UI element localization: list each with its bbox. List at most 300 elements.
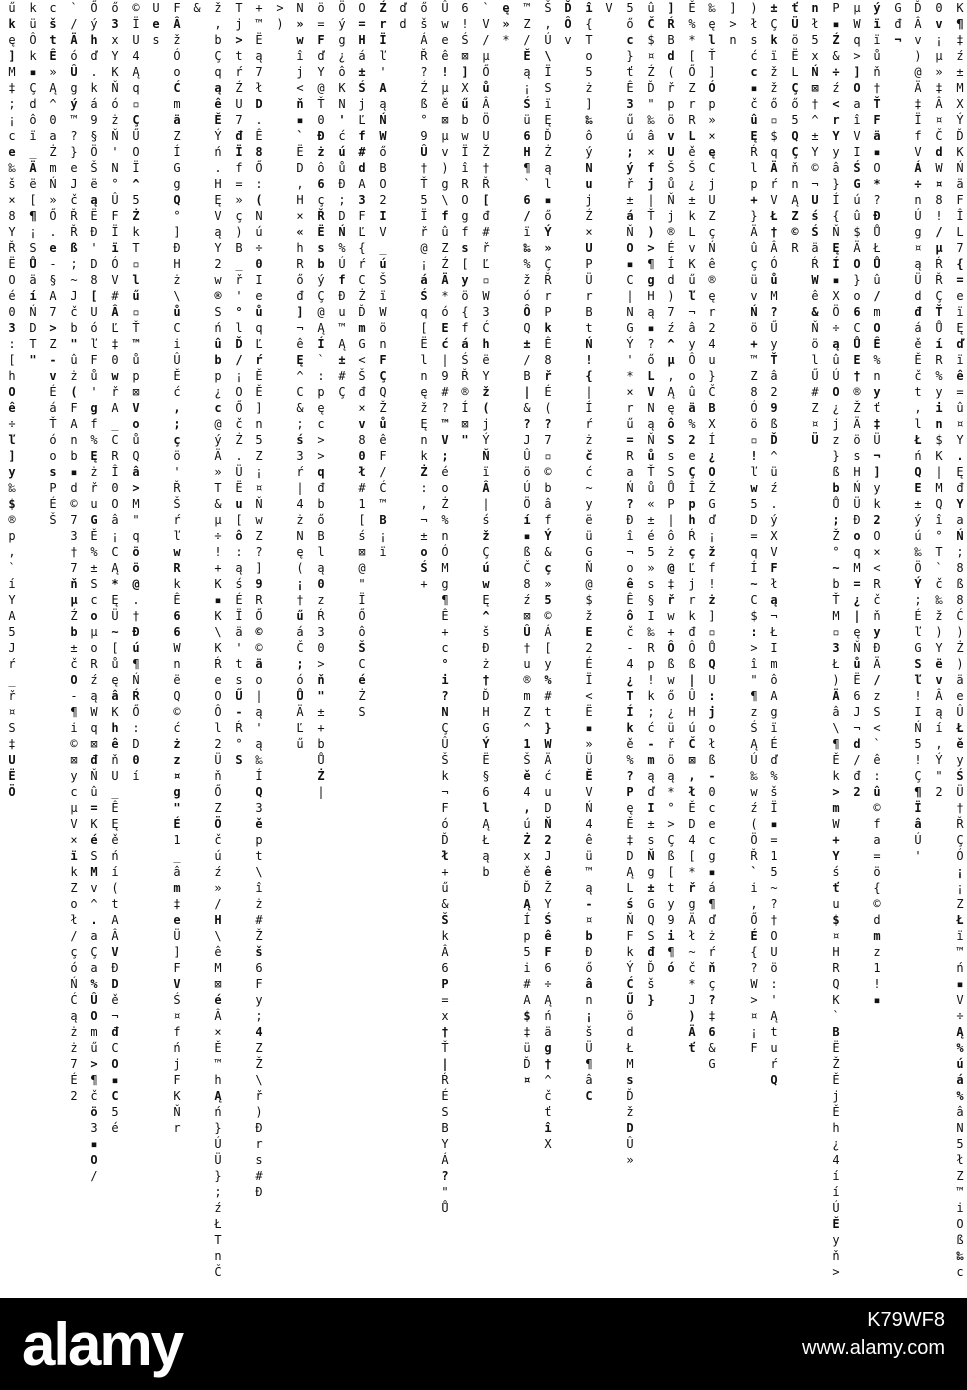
glyph: Ç xyxy=(317,289,325,303)
glyph: ^ xyxy=(132,177,140,191)
glyph: č xyxy=(70,193,78,207)
glyph: T xyxy=(235,1,243,15)
glyph: L xyxy=(647,369,655,383)
glyph: } xyxy=(544,721,552,735)
glyph: h xyxy=(8,369,16,383)
glyph-column xyxy=(581,0,597,1104)
glyph: q xyxy=(214,65,222,79)
glyph: » xyxy=(49,193,57,207)
glyph: Â xyxy=(214,1009,222,1023)
glyph: Ś xyxy=(853,161,861,175)
glyph: . xyxy=(90,65,98,79)
glyph: ' xyxy=(338,113,346,127)
glyph: ż xyxy=(296,513,304,527)
glyph: k xyxy=(647,689,655,703)
glyph: G xyxy=(647,897,655,911)
glyph: T xyxy=(935,545,943,559)
glyph: c xyxy=(90,593,98,607)
glyph: O xyxy=(873,529,881,543)
glyph: b xyxy=(544,481,552,495)
glyph: R xyxy=(873,577,881,591)
glyph: V xyxy=(853,129,861,143)
glyph: [ xyxy=(667,865,675,879)
glyph: w xyxy=(214,273,222,287)
glyph: 8 xyxy=(8,209,16,223)
glyph: 2 xyxy=(688,433,696,447)
glyph: † xyxy=(441,1025,449,1039)
glyph: U xyxy=(811,193,819,207)
glyph: ą xyxy=(832,337,840,351)
glyph: @ xyxy=(317,81,325,95)
glyph: ] xyxy=(173,945,181,959)
glyph: Ê xyxy=(544,337,552,351)
glyph: t xyxy=(235,657,243,671)
glyph: % xyxy=(935,369,943,383)
glyph: ó xyxy=(296,673,304,687)
glyph: e xyxy=(956,689,964,703)
glyph: / xyxy=(214,897,222,911)
glyph: Ó xyxy=(111,257,119,271)
glyph: k xyxy=(688,209,696,223)
glyph-column xyxy=(498,0,514,48)
glyph: s xyxy=(750,33,758,47)
glyph: 8 xyxy=(90,273,98,287)
glyph: Ô xyxy=(523,305,531,319)
glyph: 1 xyxy=(770,849,778,863)
glyph: + xyxy=(420,577,428,591)
glyph: Ň xyxy=(111,129,119,143)
glyph: Ň xyxy=(90,769,98,783)
glyph: % xyxy=(688,17,696,31)
glyph: B xyxy=(708,401,716,415)
glyph: Ż xyxy=(441,497,449,511)
glyph: É xyxy=(173,817,181,831)
glyph: . xyxy=(214,161,222,175)
glyph: 2 xyxy=(214,257,222,271)
glyph: ď xyxy=(708,913,716,927)
glyph: | xyxy=(441,1057,449,1071)
glyph: Ê xyxy=(255,129,263,143)
glyph: ' xyxy=(255,721,263,735)
glyph: ô xyxy=(770,673,778,687)
glyph: ť xyxy=(688,1041,696,1055)
glyph: O xyxy=(770,929,778,943)
glyph: 2 xyxy=(873,513,881,527)
glyph: q xyxy=(90,721,98,735)
glyph: Š xyxy=(358,641,366,655)
glyph: É xyxy=(667,241,675,255)
glyph: ® xyxy=(461,385,469,399)
glyph: É xyxy=(49,385,57,399)
glyph: ů xyxy=(482,81,490,95)
glyph: k xyxy=(832,769,840,783)
glyph: l xyxy=(132,273,140,287)
glyph: ź xyxy=(956,49,964,63)
glyph: _ xyxy=(29,145,37,159)
glyph: Ď xyxy=(956,129,964,143)
glyph: ň xyxy=(111,753,119,767)
glyph: R xyxy=(461,177,469,191)
glyph: Ż xyxy=(317,769,325,783)
glyph: 3 xyxy=(8,321,16,335)
glyph: Ő xyxy=(49,209,57,223)
glyph: % xyxy=(688,417,696,431)
glyph: = xyxy=(626,433,634,447)
glyph: ä xyxy=(956,177,964,191)
glyph: n xyxy=(420,433,428,447)
glyph: " xyxy=(317,689,325,703)
glyph: , xyxy=(667,369,675,383)
glyph: Í xyxy=(708,433,716,447)
glyph: â xyxy=(688,321,696,335)
glyph: ź xyxy=(667,321,675,335)
glyph: v xyxy=(935,17,943,31)
glyph: . xyxy=(132,593,140,607)
glyph: i xyxy=(750,881,758,895)
glyph: g xyxy=(544,1041,552,1055)
glyph: " xyxy=(132,513,140,527)
glyph: j xyxy=(358,97,366,111)
glyph: Ř xyxy=(317,209,325,223)
glyph-column xyxy=(910,0,926,864)
glyph: r xyxy=(626,401,634,415)
glyph: { xyxy=(956,257,964,271)
glyph: ! xyxy=(914,689,922,703)
glyph: Î xyxy=(688,481,696,495)
glyph: ą xyxy=(647,305,655,319)
glyph: ć xyxy=(750,49,758,63)
glyph: ô xyxy=(235,529,243,543)
glyph: 3 xyxy=(358,193,366,207)
glyph: } xyxy=(832,449,840,463)
glyph: ‡ xyxy=(956,33,964,47)
glyph: ⊠ xyxy=(70,753,78,767)
glyph: ň xyxy=(791,161,799,175)
glyph: h xyxy=(832,1121,840,1135)
glyph: 5 xyxy=(770,865,778,879)
glyph: $ xyxy=(647,33,655,47)
glyph: Â xyxy=(173,17,181,31)
glyph-column xyxy=(828,0,844,1280)
glyph: Ž xyxy=(255,929,263,943)
glyph: # xyxy=(358,481,366,495)
glyph: Ń xyxy=(811,65,819,79)
glyph: = xyxy=(750,529,758,543)
glyph: ô xyxy=(29,113,37,127)
glyph: f xyxy=(441,209,449,223)
glyph: O xyxy=(873,161,881,175)
glyph: ▪ xyxy=(29,65,37,79)
glyph: Ď xyxy=(523,1057,531,1071)
glyph: ô xyxy=(317,161,325,175)
glyph: . xyxy=(235,449,243,463)
glyph: , xyxy=(420,497,428,511)
glyph: ö xyxy=(811,337,819,351)
glyph: » xyxy=(626,1153,634,1167)
glyph: V xyxy=(214,209,222,223)
glyph: N xyxy=(647,401,655,415)
glyph: A xyxy=(111,913,119,927)
glyph: ç xyxy=(708,977,716,991)
glyph: T xyxy=(132,241,140,255)
glyph: | xyxy=(317,785,325,799)
glyph: U xyxy=(132,33,140,47)
glyph: ⊠ xyxy=(214,977,222,991)
glyph: y xyxy=(770,337,778,351)
glyph: ▪ xyxy=(750,81,758,95)
glyph: Ł xyxy=(873,241,881,255)
glyph: ç xyxy=(173,433,181,447)
glyph: l xyxy=(420,353,428,367)
glyph: P xyxy=(667,497,675,511)
glyph: = xyxy=(235,177,243,191)
glyph: î xyxy=(935,513,943,527)
glyph: M xyxy=(441,561,449,575)
glyph: | xyxy=(935,465,943,479)
glyph: ű xyxy=(90,1041,98,1055)
glyph: ) xyxy=(276,17,284,31)
glyph: ¤ xyxy=(523,1073,531,1087)
glyph: ! xyxy=(750,449,758,463)
glyph: e xyxy=(956,289,964,303)
glyph: » xyxy=(647,561,655,575)
glyph: Z xyxy=(811,401,819,415)
glyph: Ń xyxy=(49,177,57,191)
glyph: v xyxy=(750,289,758,303)
glyph: A xyxy=(49,289,57,303)
glyph: % xyxy=(770,769,778,783)
glyph: Ř xyxy=(750,849,758,863)
glyph: i xyxy=(441,673,449,687)
glyph: ź xyxy=(770,481,778,495)
glyph: Ů xyxy=(667,481,675,495)
glyph: l xyxy=(914,417,922,431)
glyph: » xyxy=(708,113,716,127)
glyph: ( xyxy=(70,385,78,399)
glyph: ▪ xyxy=(832,273,840,287)
glyph: o xyxy=(441,481,449,495)
glyph: Ú xyxy=(914,833,922,847)
glyph: Đ xyxy=(853,513,861,527)
glyph: Ŕ xyxy=(235,721,243,735)
glyph: } xyxy=(214,1121,222,1135)
glyph: Ü xyxy=(111,609,119,623)
glyph: Á xyxy=(544,625,552,639)
glyph: ¬ xyxy=(111,1009,119,1023)
glyph: > xyxy=(750,993,758,1007)
glyph: ▪ xyxy=(647,321,655,335)
glyph: P xyxy=(585,257,593,271)
glyph: N xyxy=(111,161,119,175)
glyph: } xyxy=(626,49,634,63)
glyph: ő xyxy=(770,97,778,111)
glyph: & xyxy=(811,305,819,319)
glyph: Y xyxy=(956,497,964,511)
glyph: ń xyxy=(214,321,222,335)
glyph: u xyxy=(770,1041,778,1055)
glyph: e xyxy=(70,161,78,175)
glyph: ę xyxy=(667,401,675,415)
glyph: Û xyxy=(441,737,449,751)
glyph: ( xyxy=(111,881,119,895)
glyph: ÷ xyxy=(8,417,16,431)
glyph: v xyxy=(49,369,57,383)
glyph: M xyxy=(8,65,16,79)
glyph: $ xyxy=(770,129,778,143)
glyph: s xyxy=(235,673,243,687)
glyph: d xyxy=(399,17,407,31)
glyph: Ď xyxy=(544,129,552,143)
glyph: Y xyxy=(544,897,552,911)
glyph: ' xyxy=(914,849,922,863)
glyph: ő xyxy=(791,97,799,111)
glyph: ň xyxy=(296,97,304,111)
glyph: F xyxy=(750,1041,758,1055)
glyph: ő xyxy=(667,689,675,703)
glyph: ¬ xyxy=(626,545,634,559)
glyph: Ŕ xyxy=(811,257,819,271)
glyph: m xyxy=(873,305,881,319)
glyph: y xyxy=(8,465,16,479)
glyph: ▫ xyxy=(132,97,140,111)
glyph: ů xyxy=(90,369,98,383)
glyph: ^ xyxy=(90,897,98,911)
glyph: ť xyxy=(544,1105,552,1119)
glyph: n xyxy=(729,33,737,47)
glyph: ć xyxy=(338,129,346,143)
glyph: Y xyxy=(8,593,16,607)
glyph: n xyxy=(214,1249,222,1263)
glyph: ‰ xyxy=(523,241,531,255)
glyph: Ť xyxy=(873,97,881,111)
glyph: Ň xyxy=(626,225,634,239)
glyph: Ń xyxy=(853,481,861,495)
glyph: = xyxy=(358,17,366,31)
glyph: n xyxy=(873,369,881,383)
glyph: Ő xyxy=(255,161,263,175)
glyph: y xyxy=(688,337,696,351)
glyph: n xyxy=(811,1,819,15)
glyph: J xyxy=(523,433,531,447)
glyph: ¡ xyxy=(956,865,964,879)
glyph: Ľ xyxy=(358,113,366,127)
glyph: Ś xyxy=(358,81,366,95)
glyph: ą xyxy=(235,561,243,575)
glyph: ? xyxy=(647,337,655,351)
glyph: ŕ xyxy=(770,177,778,191)
glyph: ] xyxy=(8,449,16,463)
glyph: Ň xyxy=(544,817,552,831)
glyph: n xyxy=(420,369,428,383)
glyph: b xyxy=(317,737,325,751)
glyph: H xyxy=(523,145,531,159)
glyph: ą xyxy=(90,193,98,207)
glyph: ± xyxy=(358,65,366,79)
glyph: > xyxy=(317,433,325,447)
glyph: } xyxy=(853,273,861,287)
glyph: Ď xyxy=(647,81,655,95)
glyph: k xyxy=(688,609,696,623)
glyph: k xyxy=(626,721,634,735)
glyph: 3 xyxy=(317,625,325,639)
glyph: Ô xyxy=(214,705,222,719)
glyph: Ę xyxy=(482,593,490,607)
glyph: Ï xyxy=(585,673,593,687)
glyph: F xyxy=(770,561,778,575)
glyph: Ů xyxy=(29,257,37,271)
glyph: 9 xyxy=(667,913,675,927)
glyph: ß xyxy=(523,545,531,559)
glyph: Ç xyxy=(214,49,222,63)
glyph: Ä xyxy=(750,225,758,239)
glyph: ' xyxy=(173,465,181,479)
glyph: ] xyxy=(461,65,469,79)
glyph: J xyxy=(688,993,696,1007)
glyph: l xyxy=(235,321,243,335)
glyph: R xyxy=(255,593,263,607)
glyph: v xyxy=(358,417,366,431)
glyph: Ń xyxy=(956,161,964,175)
glyph: O xyxy=(235,385,243,399)
glyph: Z xyxy=(688,81,696,95)
glyph: Ť xyxy=(132,321,140,335)
glyph: V xyxy=(173,977,181,991)
glyph: r xyxy=(173,1121,181,1135)
glyph: U xyxy=(667,145,675,159)
glyph: Ö xyxy=(832,305,840,319)
glyph: ú xyxy=(132,641,140,655)
glyph: Ż xyxy=(420,465,428,479)
glyph: Ń xyxy=(132,673,140,687)
glyph: ž xyxy=(523,273,531,287)
glyph: » xyxy=(502,17,510,31)
glyph: ± xyxy=(523,337,531,351)
glyph: ď xyxy=(90,49,98,63)
glyph: Ň xyxy=(626,913,634,927)
glyph: K xyxy=(173,1089,181,1103)
glyph: w xyxy=(461,129,469,143)
glyph: , xyxy=(173,401,181,415)
glyph: ą xyxy=(770,593,778,607)
glyph: ą xyxy=(90,689,98,703)
glyph: Ď xyxy=(523,881,531,895)
glyph: Ü xyxy=(235,465,243,479)
glyph: Ŕ xyxy=(441,1073,449,1087)
glyph: K xyxy=(832,993,840,1007)
glyph: ; xyxy=(173,417,181,431)
glyph: n xyxy=(585,993,593,1007)
glyph: ÷ xyxy=(544,977,552,991)
glyph: ™ xyxy=(338,321,346,335)
glyph: g xyxy=(914,225,922,239)
glyph: © xyxy=(544,465,552,479)
glyph: " xyxy=(935,769,943,783)
glyph: Ń xyxy=(338,225,346,239)
glyph: Y xyxy=(935,641,943,655)
glyph: H xyxy=(173,257,181,271)
glyph: m xyxy=(832,801,840,815)
glyph: / xyxy=(935,225,943,239)
glyph: ¤ xyxy=(935,113,943,127)
glyph: 3 xyxy=(482,305,490,319)
glyph: § xyxy=(90,129,98,143)
glyph: Â xyxy=(441,945,449,959)
glyph: \ xyxy=(214,625,222,639)
glyph: Ę xyxy=(296,353,304,367)
glyph: ä xyxy=(956,673,964,687)
glyph: ™ xyxy=(255,17,263,31)
glyph: Đ xyxy=(338,177,346,191)
